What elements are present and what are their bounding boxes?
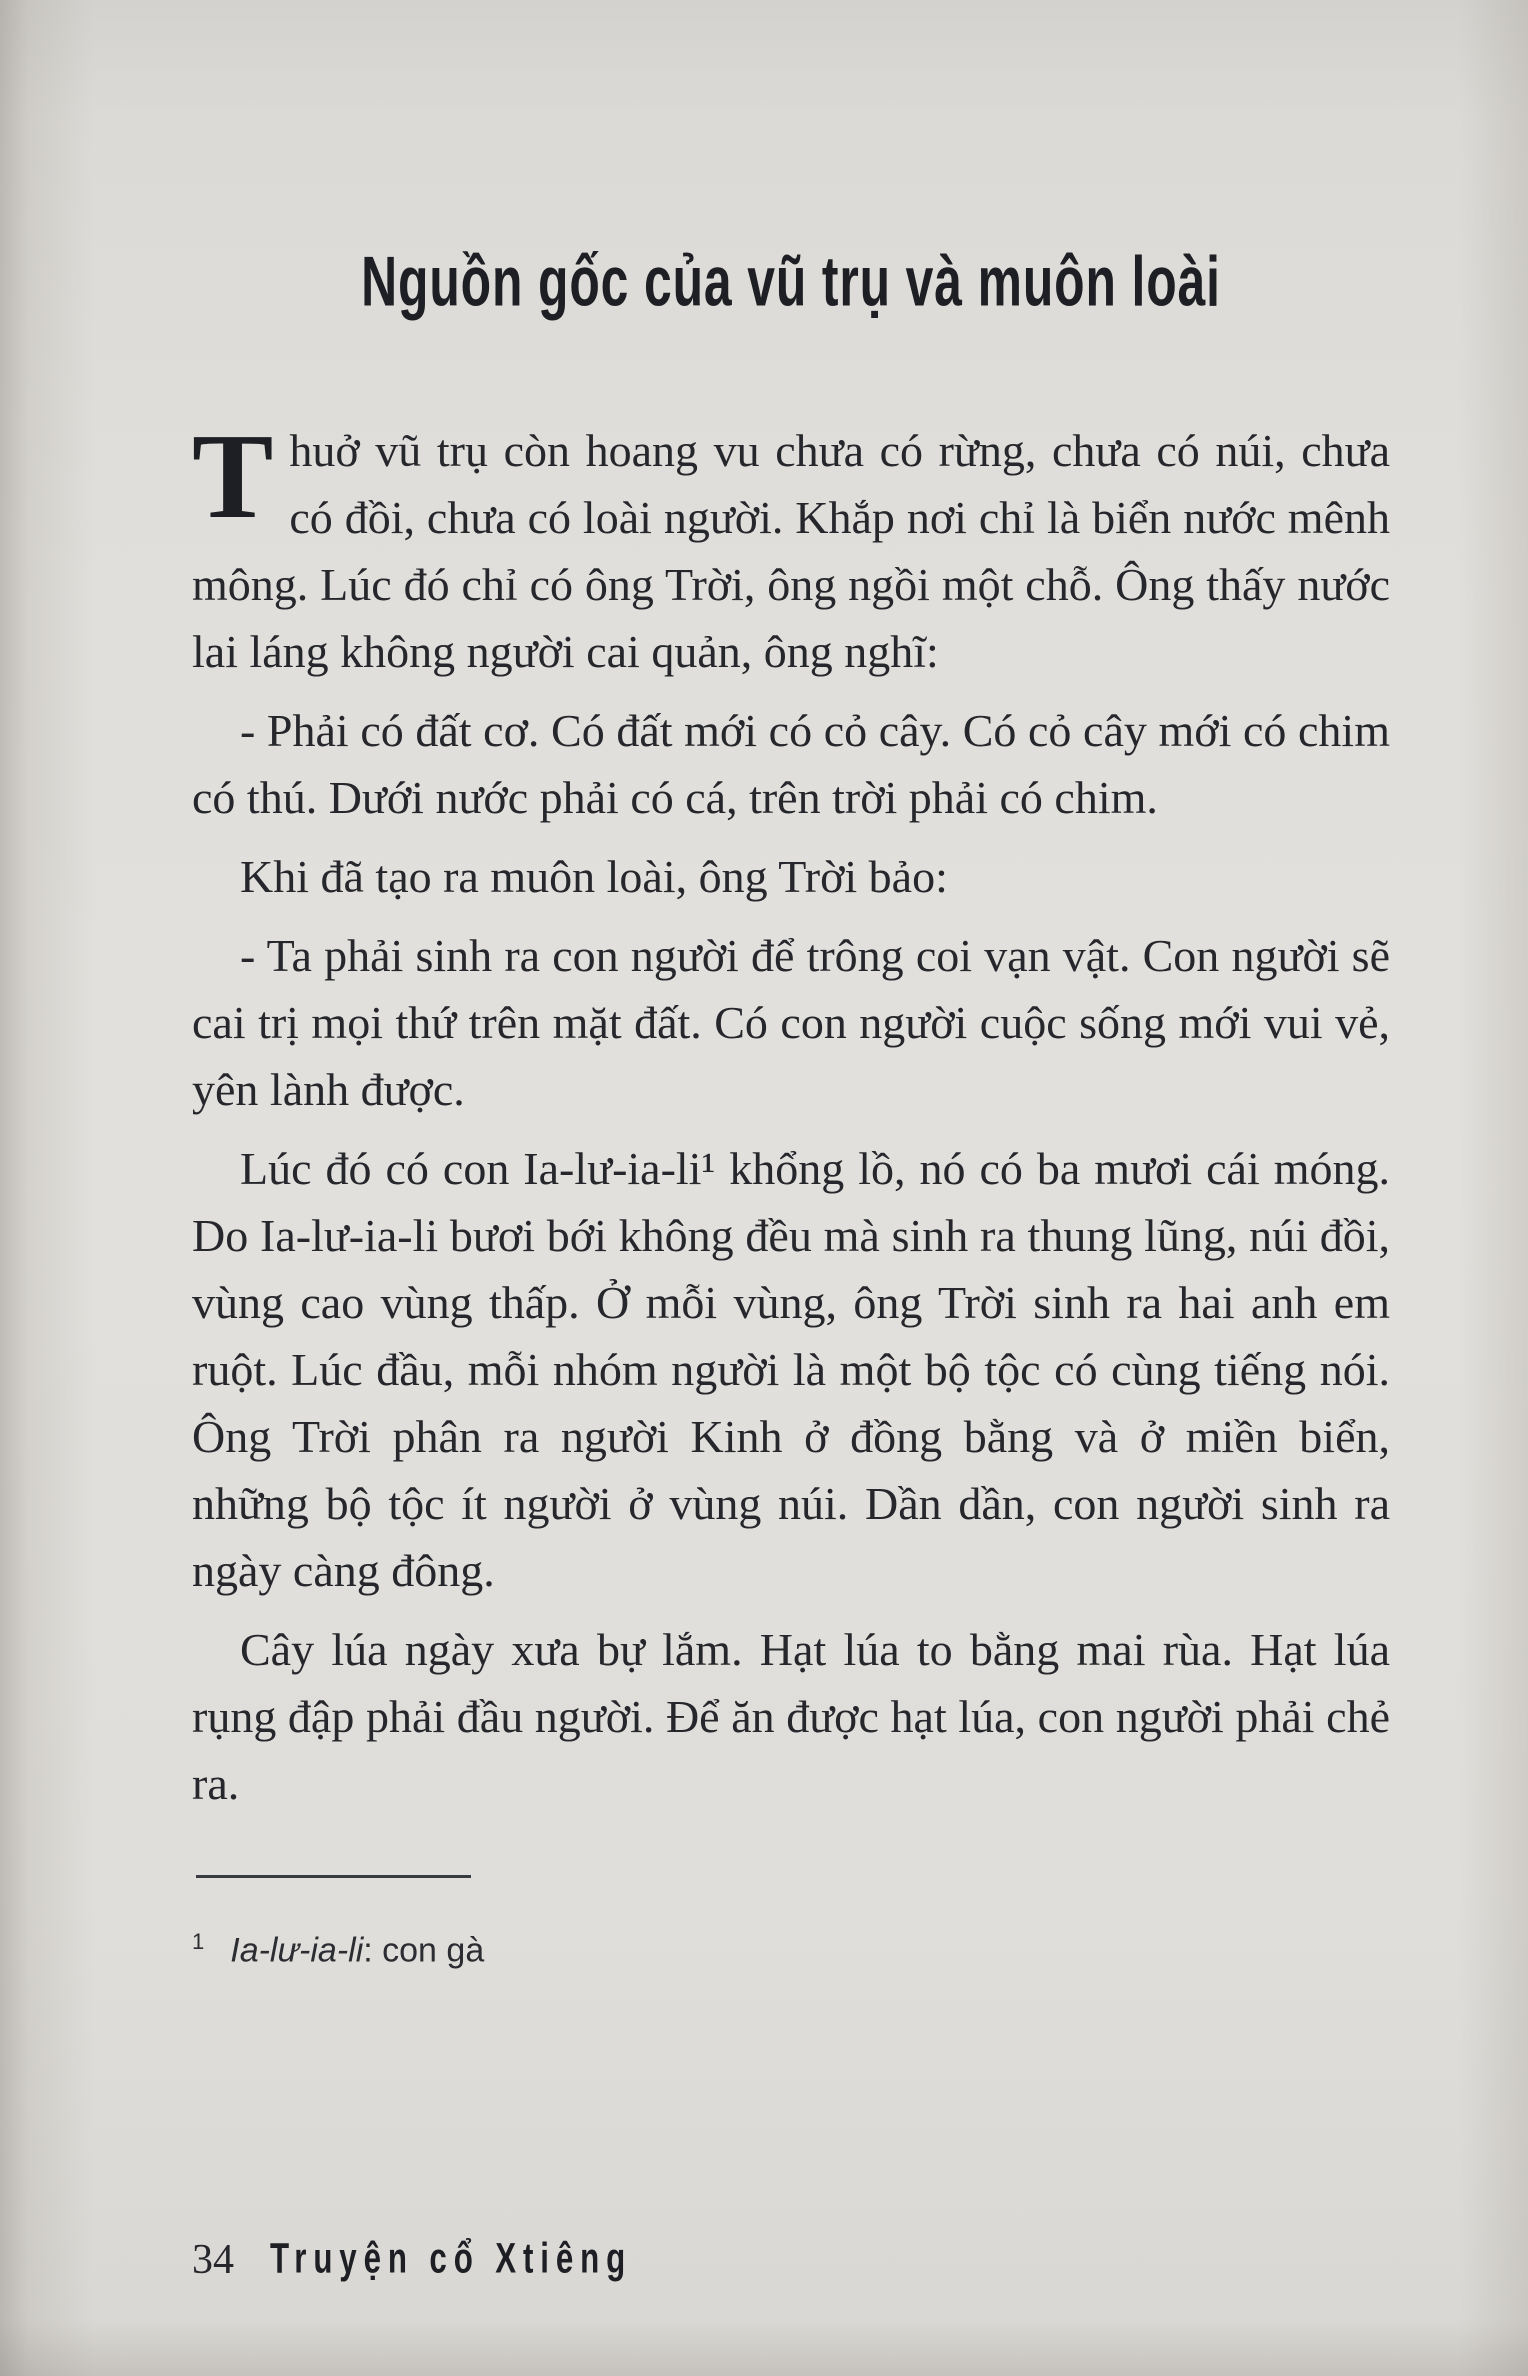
footnote (192, 1920, 1390, 1972)
paragraph: - Ta phải sinh ra con người để trông coi vạn vật. Con người sẽ cai trị mọi thứ trên mặt đất. Có con người cuộc sống mới vui vẻ, yên lành được. (192, 930, 1390, 1115)
paragraph: - Phải có đất cơ. Có đất mới có cỏ cây. Có cỏ cây mới có chim có thú. Dưới nước phải có cá, trên trời phải có chim. (192, 705, 1390, 823)
footnote-divider (196, 1875, 471, 1878)
paragraph: Lúc đó có con Ia-lư-ia-li¹ khổng lồ, nó có ba mươi cái móng. Do Ia-lư-ia-li bươi bới không đều mà sinh ra thung lũng, núi đồi, vùng cao vùng thấp. Ở mỗi vùng, ông Trời sinh ra hai anh em ruột. Lúc đầu, mỗi nhóm người là một bộ tộc có cùng tiếng nói. Ông Trời phân ra người Kinh ở đồng bằng và ở miền biển, những bộ tộc ít người ở vùng núi. Dần dần, con người sinh ra ngày càng đông. (192, 1143, 1390, 1596)
footnote-definition: : con gà (363, 1931, 485, 1970)
drop-cap: T (192, 409, 274, 544)
paragraph: Cây lúa ngày xưa bự lắm. Hạt lúa to bằng mai rùa. Hạt lúa rụng đập phải đầu người. Để ăn được hạt lúa, con người phải chẻ ra. (192, 1624, 1390, 1809)
footnote-term: Ia-lư-ia-li (230, 1931, 364, 1970)
page-number: 34 (192, 2237, 234, 2283)
paragraph: Khi đã tạo ra muôn loài, ông Trời bảo: (240, 851, 948, 902)
page-footer (192, 2236, 664, 2284)
paragraph-text: huở vũ trụ còn hoang vu chưa có rừng, chưa có núi, chưa có đồi, chưa có loài người. Khắp nơi chỉ là biển nước mênh mông. Lúc đó chỉ có ông Trời, ông ngồi một chỗ. Ông thấy nước lai láng không người cai quản, ông nghĩ: (192, 425, 1390, 677)
page-title: Nguồn gốc của vũ trụ và muôn loài (361, 241, 1221, 322)
footnote-marker: 1 (192, 1929, 205, 1954)
book-title: Truyện cổ Xtiêng (270, 2235, 633, 2283)
body-text (192, 409, 1390, 1817)
paragraph (192, 409, 1390, 685)
